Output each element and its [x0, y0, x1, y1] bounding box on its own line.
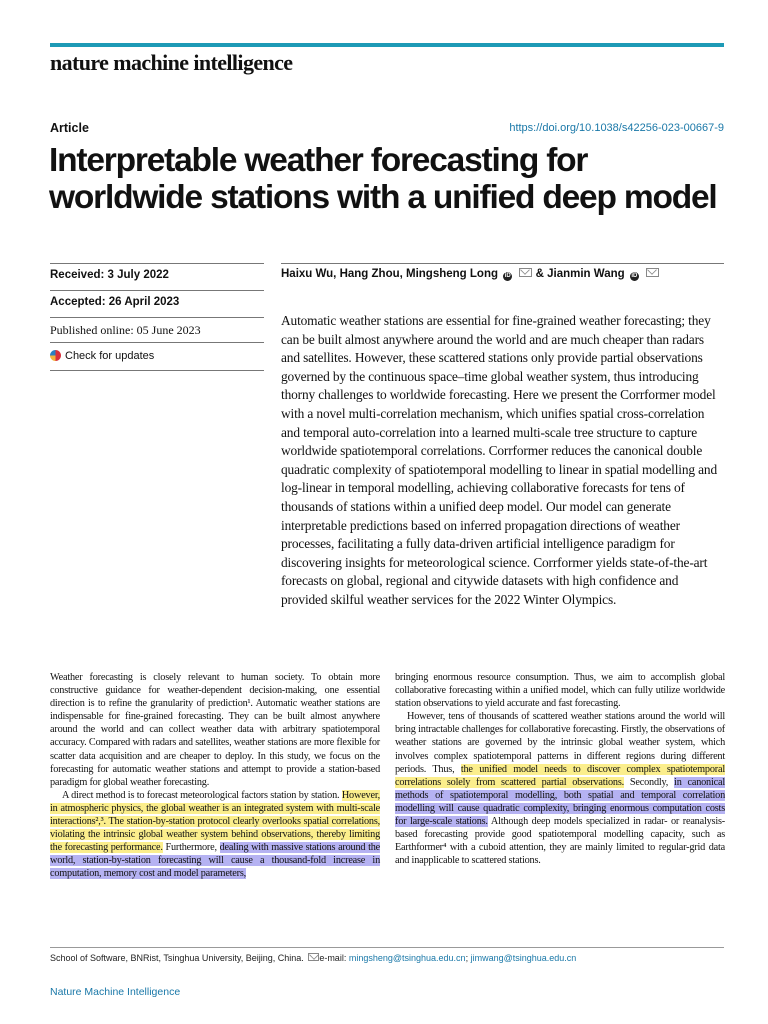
- affiliation: [50, 953, 576, 963]
- body-text: However, tens of thousands of scattered weather stations around the world will bring intractable challenges for collaborative forecasting. Firstly, the observations of weather stations are governed by the intrinsic global weather system, which involves complex spatiotemporal patterns in different regions during different periods. Thus,: [395, 711, 725, 775]
- email-icon[interactable]: [646, 268, 659, 277]
- affiliation-text: School of Software, BNRist, Tsinghua University, Beijing, China.: [50, 953, 304, 963]
- accepted-date: Accepted: 26 April 2023: [50, 296, 180, 308]
- article-title: Interpretable weather forecasting for worldwide stations with a unified deep model: [49, 142, 717, 216]
- authors-group-2: Jianmin Wang: [547, 268, 625, 280]
- dates-sidebar: [50, 263, 264, 371]
- journal-top-rule: [50, 43, 724, 47]
- highlight-yellow: However, in atmospheric physics, the global weather is an integrated system with multi-scale interactions²,³. The station-by-station protocol clearly overlooks spatial correlations, violating the intrinsic global weather system behind observations, thereby limiting the forecasting performance.: [50, 789, 380, 854]
- author-list: [281, 268, 659, 281]
- check-updates-label: Check for updates: [65, 350, 155, 362]
- highlight-yellow: the unified model needs to discover complex spatiotemporal correlations solely from scattered partial observations.: [395, 763, 725, 788]
- published-date: Published online: 05 June 2023: [50, 323, 201, 337]
- divider: [50, 370, 264, 371]
- authors-top-rule: [281, 263, 724, 264]
- highlight-blue: in canonical methods of spatiotemporal modelling, both spatial and temporal correlation modelling will cause quadratic complexity, bringing enormous computation costs for large-scale stations.: [395, 776, 725, 828]
- highlight-blue: dealing with massive stations around the world, station-by-station forecasting will cause a thousand-fold increase in computation, memory cost and model parameters,: [50, 842, 380, 880]
- body-text: Although deep models specialized in radar- or reanalysis-based forecasting provide good spatiotemporal modelling capacity, such as Earthformer⁴ with a cuboid attention, they are mainly limited to regular-grid data and inapplicable to scattered stations.: [395, 816, 725, 867]
- email-icon[interactable]: [519, 268, 532, 277]
- email-icon: [308, 953, 319, 961]
- body-paragraph: [50, 789, 380, 881]
- body-text: A direct method is to forecast meteorological factors station by station.: [62, 789, 340, 801]
- body-text: Furthermore,: [165, 842, 217, 854]
- email-link-1[interactable]: mingsheng@tsinghua.edu.cn: [348, 953, 466, 963]
- doi-link[interactable]: https://doi.org/10.1038/s42256-023-00667-9: [509, 122, 724, 134]
- body-column-left: [50, 671, 380, 881]
- email-label: e-mail:: [319, 953, 347, 963]
- footer-journal-name[interactable]: Nature Machine Intelligence: [50, 986, 181, 998]
- received-date: Received: 3 July 2022: [50, 269, 169, 281]
- orcid-icon[interactable]: iD: [631, 273, 638, 279]
- abstract: Automatic weather stations are essential for fine-grained weather forecasting; they can be built almost anywhere around the world and are much cheaper than radars and satellites. However, these scattered stations only provide partial observations governed by the continuous space–time global weather system, thus introducing thorny challenges to worldwide forecasting. Here we present the Corrformer model with a novel multi-correlation mechanism, which unifies spatial cross-correlation and temporal auto-correlation into a learned multi-scale tree structure to capture worldwide spatiotemporal correlations. Corrformer reduces the canonical double quadratic complexity of spatiotemporal modelling to linear in spatial modelling and log-linear in temporal modelling, achieving collaborative forecasts for tens of thousands of stations within a unified deep model. Our model can generate interpretable predictions based on inferred propagation directions of weather processes, facilitating a fully data-driven artificial intelligence paradigm for discovering insights for meteorological science. Corrformer yields state-of-the-art forecasts on global, regional and citywide datasets with high confidence and provided skilful weather services for the 2022 Winter Olympics.: [281, 313, 718, 607]
- journal-name: nature machine intelligence: [50, 50, 293, 75]
- body-paragraph: bringing enormous resource consumption. Thus, we aim to accomplish global collaborative forecasting within a unified model, which can fully utilize worldwide station observations to yield accurate and fast forecasting.: [395, 672, 725, 710]
- article-type-label: Article: [50, 121, 89, 135]
- email-link-2[interactable]: jimwang@tsinghua.edu.cn: [470, 953, 577, 963]
- footer-rule: [50, 947, 724, 948]
- orcid-icon[interactable]: iD: [504, 273, 511, 279]
- check-updates-icon: [50, 350, 61, 361]
- body-text: Secondly,: [629, 776, 669, 788]
- check-updates-button[interactable]: [50, 343, 264, 370]
- body-paragraph: Weather forecasting is closely relevant to human society. To obtain more constructive guidance for weather-dependent decision-making, one essential direction is to refine the granularity of prediction¹. Automatic weather stations are indispensable for fine-grained forecasting. They can be built almost anywhere around the world and can collect weather data with arbitrary spatiotemporal accuracy. Compared with radars and satellites, weather stations are more flexible for scatter data acquisition and are cheaper to deploy. In this study, we focus on the forecasting for automatic weather stations and attempt to provide a station-based paradigm for global weather forecasting.: [50, 672, 380, 788]
- body-paragraph: [395, 710, 725, 867]
- authors-group-1: Haixu Wu, Hang Zhou, Mingsheng Long: [281, 268, 498, 280]
- authors-separator: &: [535, 268, 544, 280]
- email-separator: ;: [465, 953, 469, 963]
- body-column-right: [395, 671, 725, 867]
